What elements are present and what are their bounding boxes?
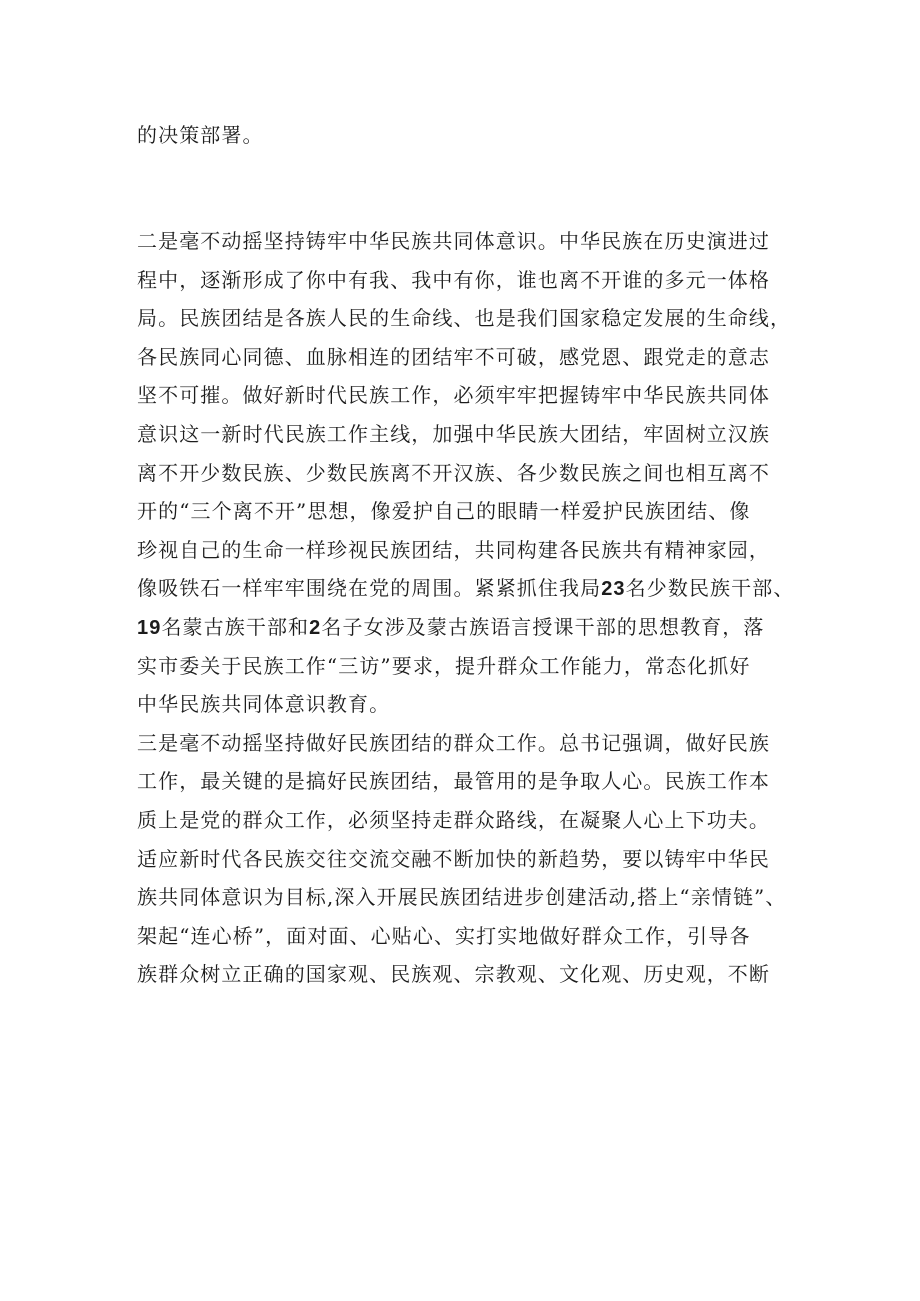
paragraph-1 xyxy=(137,116,797,155)
text-line: 质上是党的群众工作，必须坚持走群众路线，在凝聚人心上下功夫。 xyxy=(137,807,770,832)
text-line: 离不开少数民族、少数民族离不开汉族、各少数民族之间也相互离不 xyxy=(137,460,770,485)
text-line: 开的“三个离不开”思想，像爱护自己的眼睛一样爱护民族团结、像 xyxy=(137,499,751,524)
text-line: 珍视自己的生命一样珍视民族团结，共同构建各民族共有精神家园， xyxy=(137,537,770,562)
text-line: 意识这一新时代民族工作主线，加强中华民族大团结，牢固树立汉族 xyxy=(137,421,770,446)
text-line: 工作，最关键的是搞好民族团结，最管用的是争取人心。民族工作本 xyxy=(137,769,770,794)
text-line: 二是毫不动摇坚持铸牢中华民族共同体意识。中华民族在历史演进过 xyxy=(137,229,770,253)
paragraph-2 xyxy=(137,222,797,994)
text-line: 局。民族团结是各族人民的生命线、也是我们国家稳定发展的生命线， xyxy=(137,306,792,331)
text-line: 坚不可摧。做好新时代民族工作，必须牢牢把握铸牢中华民族共同体 xyxy=(137,383,770,408)
text-line: 三是毫不动摇坚持做好民族团结的群众工作。总书记强调，做好民族 xyxy=(137,730,770,755)
bold-number: 2 xyxy=(309,616,322,639)
text-line: 族群众树立正确的国家观、民族观、宗教观、文化观、历史观，不断 xyxy=(137,962,770,987)
text-segment: 像吸铁石一样牢牢围绕在党的周围。紧紧抓住我局 xyxy=(137,576,602,601)
text-line: 架起“连心桥”，面对面、心贴心、实打实地做好群众工作，引导各 xyxy=(137,923,751,948)
text-line: 各民族同心同德、血脉相连的团结牢不可破，感党恩、跟党走的意志 xyxy=(137,344,770,369)
text-line: 适应新时代各民族交往交流交融不断加快的新趋势，要以铸牢中华民 xyxy=(137,846,770,871)
text-line-with-number xyxy=(137,608,797,647)
text-segment: 名子女涉及蒙古族语言授课干部的思想教育，落 xyxy=(321,614,765,639)
text-line: 程中，逐渐形成了你中有我、我中有你，谁也离不开谁的多元一体格 xyxy=(137,267,770,292)
text-segment: 名蒙古族干部和 xyxy=(161,614,310,639)
bold-number: 23 xyxy=(601,578,626,601)
text-line: 中华民族共同体意识教育。 xyxy=(137,692,391,717)
text-line: 实市委关于民族工作“三访”要求，提升群众工作能力，常态化抓好 xyxy=(137,653,751,678)
text-line: 族共同体意识为目标,深入开展民族团结进步创建活动,搭上“亲情链”、 xyxy=(137,885,787,910)
text-segment: 名少数民族干部、 xyxy=(625,576,795,601)
text-line: 的决策部署。 xyxy=(137,123,264,147)
bold-number: 19 xyxy=(137,616,162,639)
text-line-with-number xyxy=(137,569,797,608)
